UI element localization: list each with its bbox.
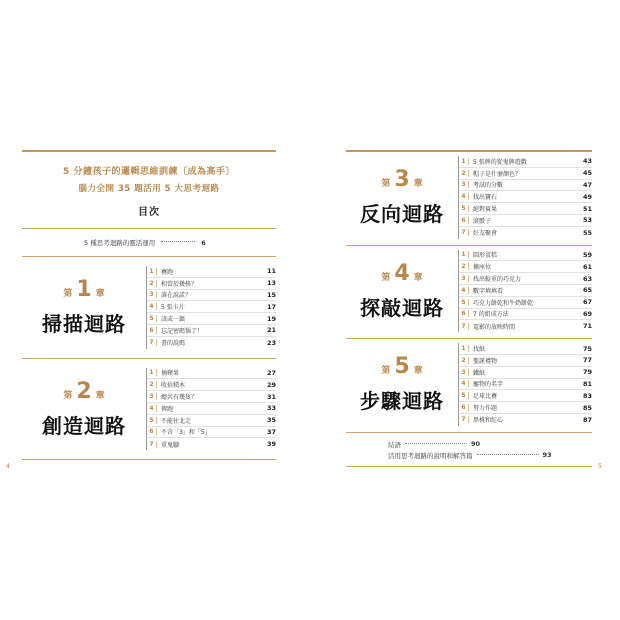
entry-page: 47: [582, 180, 592, 189]
chapter-prefix: 第: [63, 289, 73, 300]
appendix-title: 活用思考迴路的說明和解答篇: [388, 451, 473, 460]
entry-title: 聖誕禮物: [473, 357, 498, 365]
entry-page: 33: [266, 404, 276, 413]
entry-title: 絕對賓果: [473, 206, 498, 214]
entry-number: 2: [147, 381, 157, 388]
leader-dots: [477, 454, 539, 455]
appendix-entry[interactable]: [388, 450, 592, 461]
entry-title: 考試的分數: [473, 182, 504, 190]
entry-page: 79: [582, 368, 592, 377]
entry-list: [458, 343, 592, 426]
entry-title: 5 張牌的從鬼牌遊戲: [473, 158, 527, 166]
entry-page: 43: [582, 157, 592, 166]
chapter-header: [22, 266, 146, 349]
bottom-rule: [22, 459, 276, 460]
entry-number: 6: [459, 310, 469, 317]
left-page: [22, 150, 276, 460]
entry-title: 電影的放映時間: [473, 323, 516, 331]
toc-entry[interactable]: [459, 180, 592, 192]
toc-entry[interactable]: [147, 325, 276, 337]
toc-entry[interactable]: [147, 368, 276, 380]
entry-page: 39: [266, 440, 276, 449]
entry-title: 找出較重的巧克力: [473, 276, 522, 284]
toc-entry[interactable]: [147, 337, 276, 349]
toc-heading: 目次: [138, 207, 160, 218]
entry-title: 足球比賽: [473, 393, 498, 401]
entry-title: 不含「3」和「5」: [161, 429, 211, 437]
entry-title: 寵物的名字: [473, 381, 504, 389]
entry-page: 75: [582, 344, 592, 353]
entry-page: 51: [582, 204, 592, 213]
intro-title: 5 種思考迴路的靈活運用: [84, 239, 156, 247]
entry-number: 7: [147, 339, 157, 346]
entry-number: 3: [459, 275, 469, 282]
toc-entry[interactable]: [459, 285, 592, 297]
entry-list: [458, 250, 592, 333]
toc-entry[interactable]: [147, 379, 276, 391]
entry-number: 1: [147, 268, 157, 275]
chapter-number: 5: [394, 354, 410, 380]
chapter-suffix: 章: [413, 272, 423, 283]
toc-entry[interactable]: [147, 301, 276, 313]
entry-number: 1: [459, 251, 469, 258]
entry-number: 4: [459, 193, 469, 200]
toc-entry[interactable]: [459, 343, 592, 355]
entry-number: 6: [147, 428, 157, 435]
toc-entry[interactable]: [147, 391, 276, 403]
appendix-page: 90: [471, 440, 481, 449]
toc-entry[interactable]: [459, 320, 592, 332]
entry-number: 3: [459, 369, 469, 376]
entry-page: 61: [582, 262, 592, 271]
entry-page: 11: [266, 267, 276, 276]
entry-list: [146, 266, 276, 349]
entry-page: 55: [582, 228, 592, 237]
toc-entry[interactable]: [459, 390, 592, 402]
entry-number: 6: [459, 217, 469, 224]
entry-title: 黑桃和紅心: [473, 417, 504, 425]
entry-title: 7 的組成方法: [473, 311, 509, 319]
entry-page: 21: [266, 326, 276, 335]
entry-number: 6: [459, 404, 469, 411]
chapter-header: [22, 368, 146, 451]
toc-entry[interactable]: [459, 414, 592, 426]
bottom-rule: [346, 466, 592, 467]
entry-title: 努力作題: [473, 405, 498, 413]
intro-entry[interactable]: [22, 229, 276, 256]
toc-entry[interactable]: [459, 250, 592, 262]
entry-number: 5: [147, 315, 157, 322]
entry-number: 1: [459, 158, 469, 165]
entry-page: 35: [266, 416, 276, 425]
chapter-number: 1: [76, 277, 92, 303]
chapter-suffix: 章: [413, 179, 423, 190]
chapter-label: [381, 167, 422, 192]
entry-page: 29: [266, 380, 276, 389]
book-subtitle: 腦力全開 35 題活用 5 大思考迴路: [78, 184, 220, 194]
toc-entry[interactable]: [459, 227, 592, 239]
entry-number: 4: [459, 380, 469, 387]
appendix-entry[interactable]: [388, 439, 592, 450]
toc-entry[interactable]: [459, 273, 592, 285]
toc-entry[interactable]: [147, 438, 276, 450]
entry-title: 5 張卡片: [161, 304, 185, 312]
entry-title: 相當於幾格？: [161, 280, 198, 288]
chapter-3: [346, 152, 592, 245]
chapter-name: 步驟迴路: [360, 389, 444, 414]
entry-page: 45: [582, 169, 592, 178]
entry-number: 5: [147, 417, 157, 424]
chapter-label: [381, 261, 422, 286]
toc-entry[interactable]: [459, 309, 592, 321]
entry-number: 1: [147, 369, 157, 376]
chapter-label: [63, 277, 104, 302]
entry-number: 2: [459, 170, 469, 177]
chapter-header: [346, 250, 458, 333]
entry-page: 63: [582, 274, 592, 283]
entry-title: 賽跑: [161, 268, 174, 276]
appendix: [346, 433, 592, 461]
entry-number: 4: [147, 303, 157, 310]
entry-title: 重鬼腳: [161, 441, 180, 449]
entry-title: 收拾積木: [161, 382, 186, 390]
right-page: [346, 150, 592, 467]
toc-entry[interactable]: [459, 379, 592, 391]
entry-page: 59: [582, 250, 592, 259]
page-number-left: 4: [6, 463, 10, 470]
entry-title: 書的說碼: [161, 340, 186, 348]
toc-entry[interactable]: [459, 156, 592, 168]
toc-entry[interactable]: [459, 203, 592, 215]
leader-dots: [405, 443, 467, 444]
chapter-header: [346, 343, 458, 426]
toc-entry[interactable]: [147, 415, 276, 427]
entry-page: 13: [266, 279, 276, 288]
entry-number: 4: [147, 405, 157, 412]
entry-number: 7: [147, 441, 157, 448]
chapter-prefix: 第: [63, 390, 73, 401]
leader-dots: [161, 241, 195, 242]
chapter-1: [22, 257, 276, 358]
chapter-prefix: 第: [381, 366, 391, 377]
entry-title: 圓形蛋糕: [473, 252, 498, 260]
entry-page: 53: [582, 216, 592, 225]
toc-entry[interactable]: [459, 261, 592, 273]
entry-page: 17: [266, 302, 276, 311]
chapter-prefix: 第: [381, 272, 391, 283]
entry-title: 找紙: [473, 346, 486, 354]
toc-entry[interactable]: [459, 168, 592, 180]
entry-page: 19: [266, 314, 276, 323]
page-number-right: 5: [598, 463, 602, 470]
entry-page: 85: [582, 403, 592, 412]
entry-number: 7: [459, 416, 469, 423]
entry-number: 2: [459, 357, 469, 364]
entry-page: 31: [266, 392, 276, 401]
entry-list: [146, 368, 276, 451]
toc-entry[interactable]: [459, 367, 592, 379]
toc-entry[interactable]: [459, 402, 592, 414]
top-rule: [22, 150, 276, 152]
entry-number: 3: [147, 291, 157, 298]
entry-page: 15: [266, 290, 276, 299]
toc-entry[interactable]: [459, 355, 592, 367]
entry-page: 27: [266, 368, 276, 377]
toc-entry[interactable]: [147, 313, 276, 325]
chapter-4: [346, 246, 592, 339]
book-title: 5 分鐘孩子的邏輯思維訓練〔成為高手〕: [63, 167, 235, 177]
chapter-header: [346, 156, 458, 239]
entry-title: 帽子是什麼顏色？: [473, 170, 522, 178]
entry-number: 6: [147, 327, 157, 334]
toc-entry[interactable]: [459, 297, 592, 309]
entry-page: 37: [266, 427, 276, 436]
toc-entry[interactable]: [459, 215, 592, 227]
chapter-name: 探敲迴路: [360, 295, 444, 320]
entry-number: 5: [459, 299, 469, 306]
entry-page: 83: [582, 391, 592, 400]
entry-title: 巧克力餅乾和牛奶餅乾: [473, 299, 534, 307]
entry-title: 摘蘋果: [161, 370, 180, 378]
entry-number: 4: [459, 287, 469, 294]
entry-page: 71: [582, 322, 592, 331]
entry-title: 忘記密碼惱了！: [161, 327, 204, 335]
entry-page: 69: [582, 309, 592, 318]
entry-page: 81: [582, 379, 592, 388]
toc-entry[interactable]: [147, 427, 276, 439]
entry-title: 數字填填看: [473, 287, 504, 295]
entry-number: 2: [459, 263, 469, 270]
chapter-label: [63, 379, 104, 404]
appendix-title: 結語: [388, 440, 401, 449]
toc-entry[interactable]: [147, 403, 276, 415]
entry-number: 7: [459, 229, 469, 236]
entry-title: 鐵紙: [473, 369, 486, 377]
entry-page: 65: [582, 286, 592, 295]
entry-title: 傳跑: [161, 405, 174, 413]
entry-title: 找出寶石: [473, 194, 498, 202]
entry-page: 87: [582, 415, 592, 424]
entry-title: 該或一鎮: [161, 316, 186, 324]
entry-number: 7: [459, 323, 469, 330]
entry-title: 擴座位: [473, 264, 492, 272]
entry-number: 2: [147, 280, 157, 287]
toc-entry[interactable]: [147, 266, 276, 278]
entry-title: 滾骰子: [473, 217, 492, 225]
entry-number: 5: [459, 205, 469, 212]
chapter-suffix: 章: [413, 366, 423, 377]
entry-page: 49: [582, 192, 592, 201]
toc-entry[interactable]: [459, 191, 592, 203]
entry-title: 誰在說謊？: [161, 292, 192, 300]
entry-title: 總共有幾隻？: [161, 394, 198, 402]
entry-number: 1: [459, 345, 469, 352]
chapter-number: 2: [76, 378, 92, 404]
chapter-name: 反向迴路: [360, 202, 444, 227]
entry-number: 5: [459, 392, 469, 399]
chapter-name: 掃描迴路: [42, 312, 126, 337]
appendix-page: 93: [542, 451, 552, 460]
entry-number: 3: [147, 393, 157, 400]
chapter-suffix: 章: [95, 289, 105, 300]
entry-page: 23: [266, 338, 276, 347]
entry-title: 好友聚會: [473, 230, 498, 238]
chapter-suffix: 章: [95, 390, 105, 401]
entry-page: 77: [582, 356, 592, 365]
entry-number: 3: [459, 181, 469, 188]
chapter-name: 創造迴路: [42, 413, 126, 438]
chapter-2: [22, 359, 276, 460]
toc-entry[interactable]: [147, 290, 276, 302]
toc-entry[interactable]: [147, 278, 276, 290]
intro-page: 6: [201, 238, 206, 247]
entry-title: 不能往北走: [161, 417, 192, 425]
entry-list: [458, 156, 592, 239]
chapter-number: 3: [394, 167, 410, 193]
chapter-number: 4: [394, 260, 410, 286]
chapter-label: [381, 354, 422, 379]
chapter-prefix: 第: [381, 179, 391, 190]
entry-page: 67: [582, 298, 592, 307]
chapter-5: [346, 339, 592, 432]
